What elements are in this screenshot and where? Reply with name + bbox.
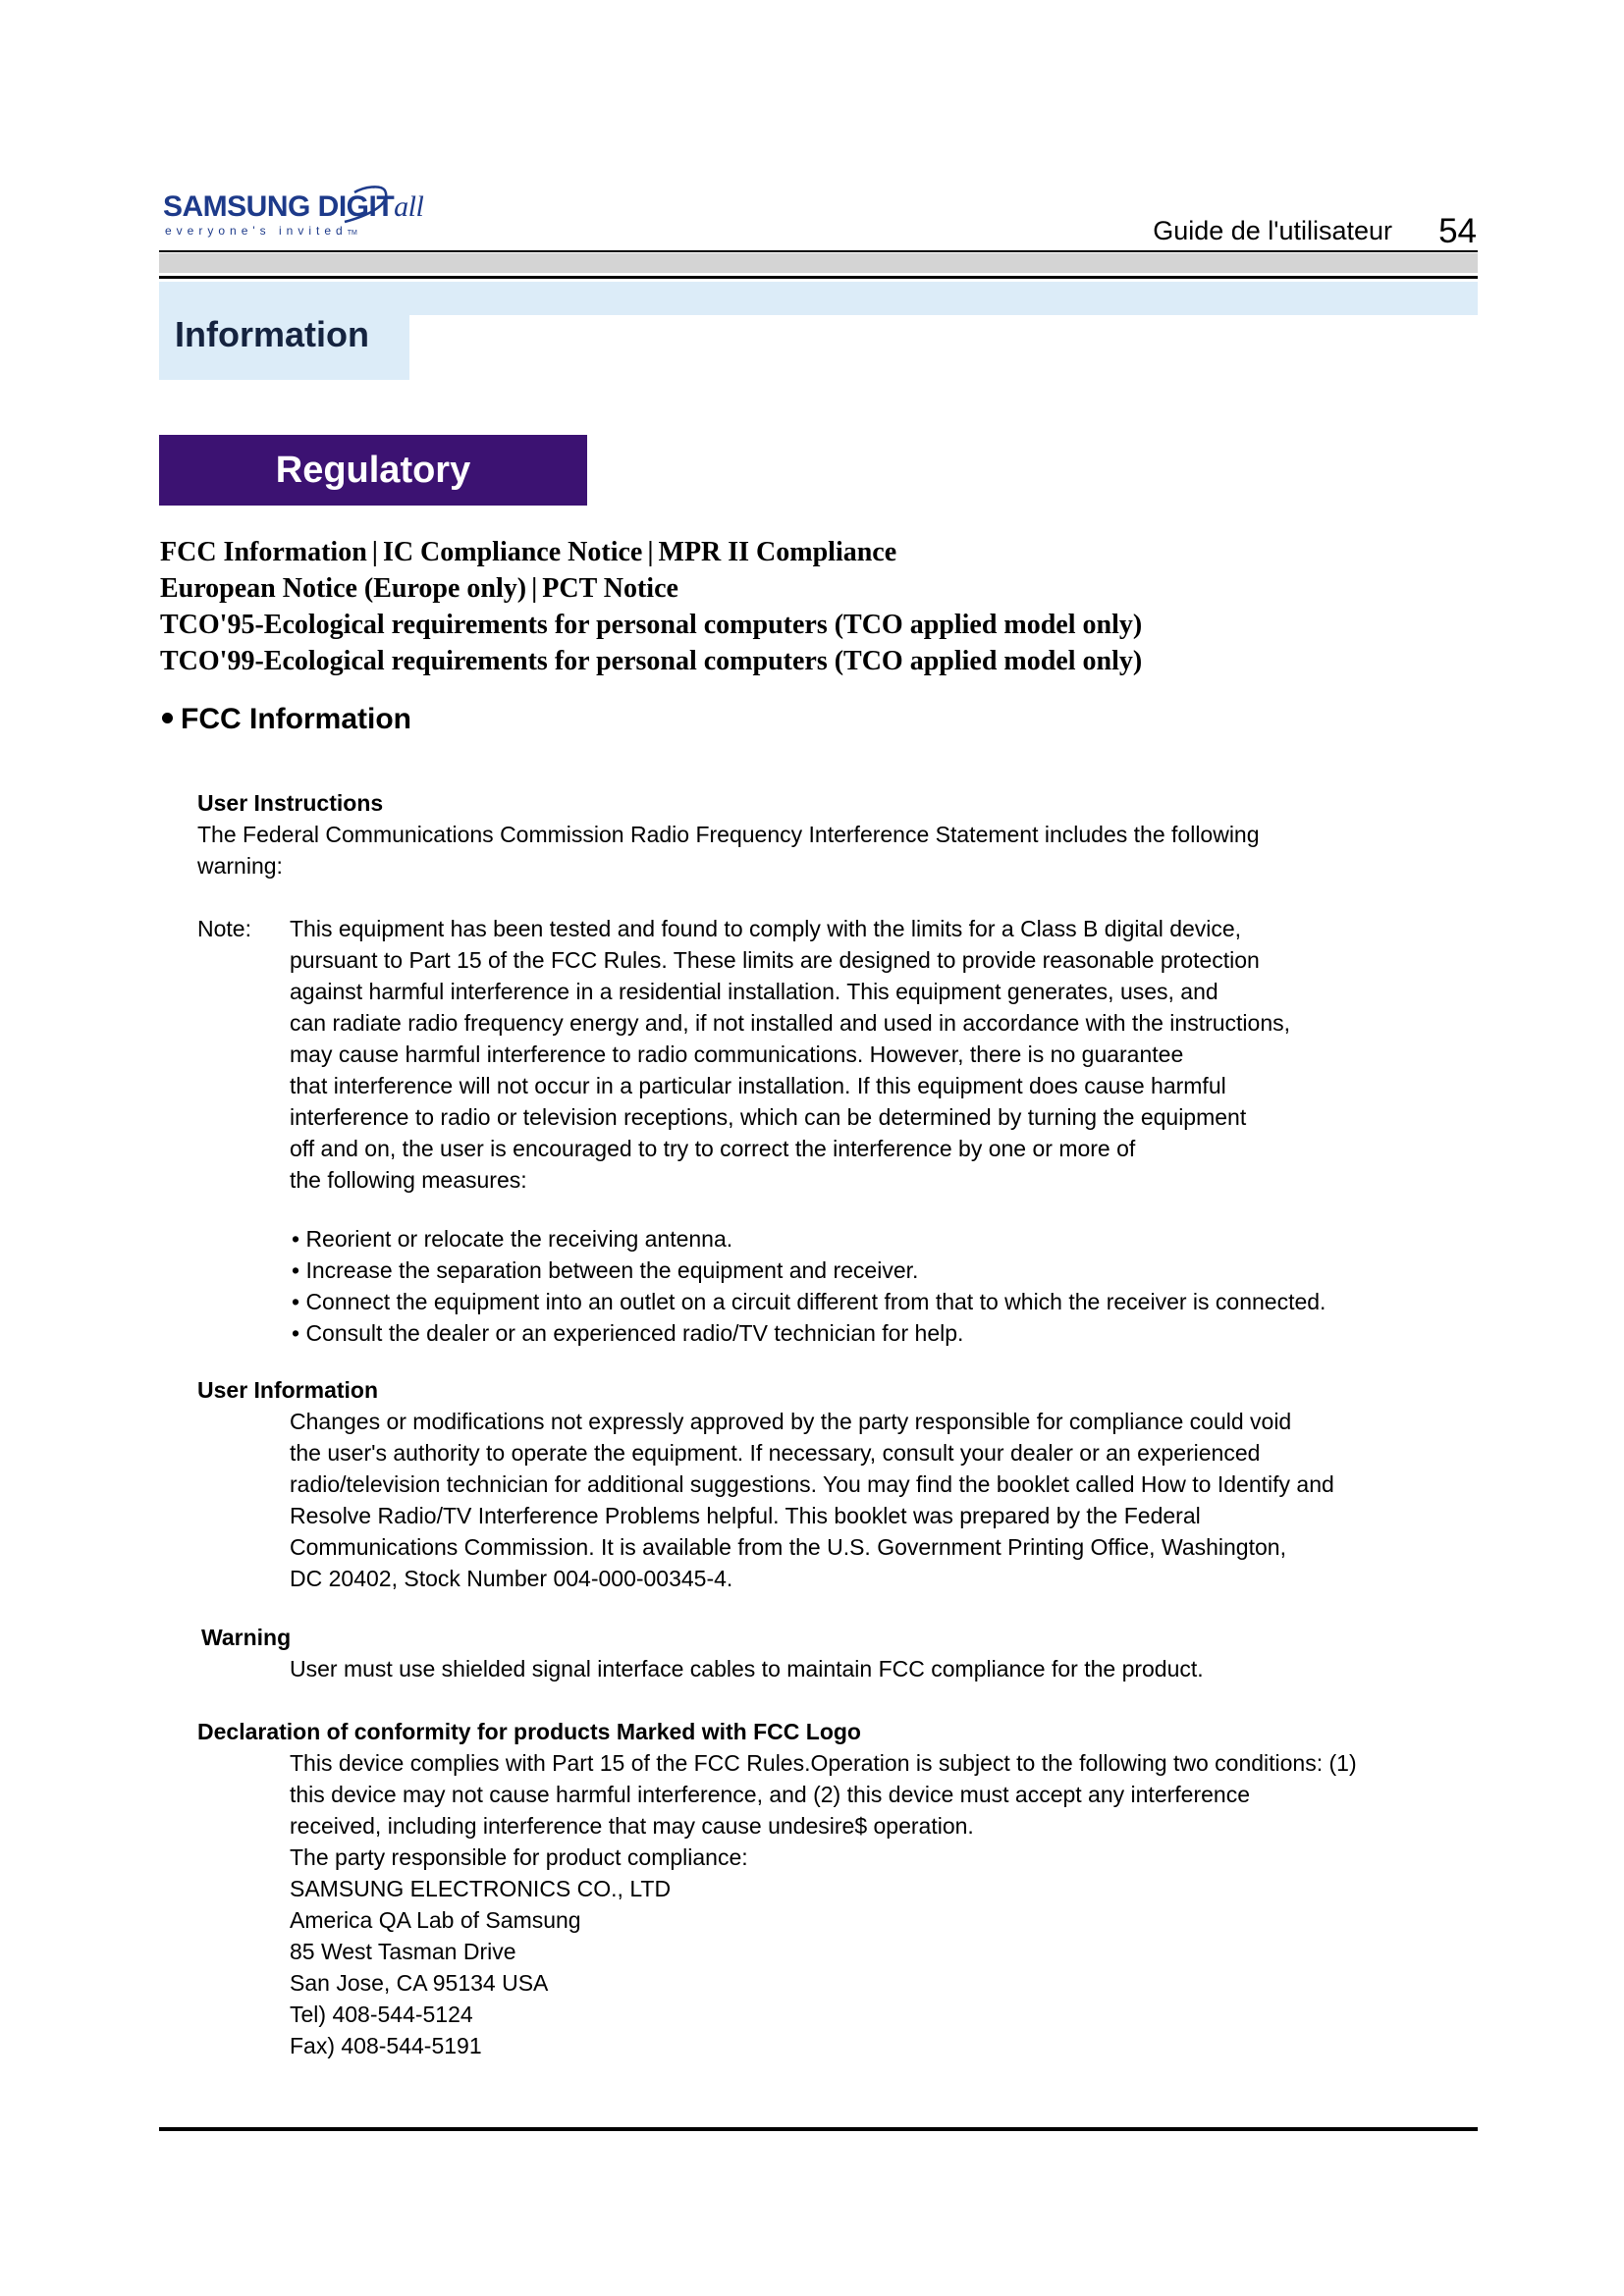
section-title: Information <box>175 314 369 354</box>
declaration-line: 85 West Tasman Drive <box>290 1939 516 1964</box>
declaration-line: The party responsible for product compliance: <box>290 1844 748 1870</box>
declaration-line: received, including interference that may cause undesire$ operation. <box>290 1813 974 1839</box>
intro-line: The Federal Communications Commission Radio Frequency Interference Statement includes the following <box>197 822 1260 847</box>
paragraph-line: Resolve Radio/TV Interference Problems helpful. This booklet was prepared by the Federal <box>290 1503 1201 1528</box>
note-line: the following measures: <box>290 1167 527 1193</box>
declaration-heading: Declaration of conformity for products Marked with FCC Logo <box>197 1719 861 1744</box>
warning-text: User must use shielded signal interface cables to maintain FCC compliance for the product. <box>290 1656 1204 1682</box>
note-line: interference to radio or television receptions, which can be determined by turning the equipment <box>290 1104 1247 1130</box>
paragraph-line: DC 20402, Stock Number 004-000-00345-4. <box>290 1566 733 1591</box>
note-label: Note: <box>197 916 251 941</box>
header-rule-bottom <box>159 276 1478 279</box>
user-instructions-heading: User Instructions <box>197 790 384 816</box>
bullet-dot-icon <box>162 713 173 723</box>
user-information-section <box>197 1374 1334 1594</box>
note-line: pursuant to Part 15 of the FCC Rules. These limits are designed to provide reasonable protection <box>290 947 1260 973</box>
regulatory-nav <box>160 534 1142 679</box>
declaration-line: SAMSUNG ELECTRONICS CO., LTD <box>290 1876 672 1901</box>
nav-link-fcc-information[interactable]: FCC Information <box>160 537 367 567</box>
logo-wordmark: SAMSUNG DIGITall <box>163 190 424 223</box>
measures-list <box>292 1223 1326 1349</box>
note-line: can radiate radio frequency energy and, if not installed and used in accordance with the instructions, <box>290 1010 1291 1036</box>
paragraph-line: radio/television technician for additional suggestions. You may find the booklet called How to Identify and <box>290 1471 1334 1497</box>
user-information-heading: User Information <box>197 1377 379 1403</box>
nav-link-ic-compliance[interactable]: IC Compliance Notice <box>382 537 643 567</box>
note-line: may cause harmful interference to radio communications. However, there is no guarantee <box>290 1041 1184 1067</box>
list-item: • Consult the dealer or an experienced radio/TV technician for help. <box>292 1320 964 1346</box>
declaration-line: Tel) 408-544-5124 <box>290 2002 473 2027</box>
nav-link-european-notice[interactable]: European Notice (Europe only) <box>160 573 527 604</box>
note-line: This equipment has been tested and found to comply with the limits for a Class B digital device, <box>290 916 1242 941</box>
intro-line: warning: <box>197 853 283 879</box>
regulatory-banner: Regulatory <box>159 435 587 506</box>
header-rule-top <box>159 250 1478 252</box>
note-line: against harmful interference in a residential installation. This equipment generates, uses, and <box>290 979 1218 1004</box>
paragraph-line: Communications Commission. It is available from the U.S. Government Printing Office, Washington, <box>290 1534 1286 1560</box>
list-item: • Reorient or relocate the receiving antenna. <box>292 1226 733 1252</box>
declaration-section <box>197 1716 1357 2061</box>
page-number: 54 <box>1438 212 1477 250</box>
warning-section <box>201 1622 1204 1684</box>
declaration-line: San Jose, CA 95134 USA <box>290 1970 549 1996</box>
guide-title: Guide de l'utilisateur <box>1153 216 1392 245</box>
fcc-information-heading: FCC Information <box>162 703 411 736</box>
warning-heading: Warning <box>201 1625 292 1650</box>
declaration-line: Fax) 408-544-5191 <box>290 2033 482 2058</box>
nav-link-pct-notice[interactable]: PCT Notice <box>542 573 678 604</box>
note-line: that interference will not occur in a particular installation. If this equipment does cause harmful <box>290 1073 1226 1098</box>
nav-link-mpr-ii[interactable]: MPR II Compliance <box>658 537 897 567</box>
samsung-logo <box>163 185 424 243</box>
note-line: off and on, the user is encouraged to try to correct the interference by one or more of <box>290 1136 1136 1161</box>
declaration-line: This device complies with Part 15 of the FCC Rules.Operation is subject to the following two conditions: (1) <box>290 1750 1357 1776</box>
user-instructions-section <box>197 787 1326 1349</box>
nav-separator: | <box>647 537 654 567</box>
footer-rule <box>159 2127 1478 2131</box>
header-gray-band <box>159 253 1478 273</box>
nav-link-tco99[interactable]: TCO'99-Ecological requirements for personal computers (TCO applied model only) <box>160 646 1143 676</box>
declaration-line: this device may not cause harmful interference, and (2) this device must accept any interference <box>290 1782 1250 1807</box>
declaration-line: America QA Lab of Samsung <box>290 1907 581 1933</box>
logo-tagline: everyone's invitedTM <box>165 224 357 238</box>
nav-link-tco95[interactable]: TCO'95-Ecological requirements for personal computers (TCO applied model only) <box>160 610 1143 640</box>
nav-separator: | <box>531 573 538 604</box>
paragraph-line: Changes or modifications not expressly approved by the party responsible for compliance could void <box>290 1409 1292 1434</box>
nav-separator: | <box>371 537 378 567</box>
paragraph-line: the user's authority to operate the equipment. If necessary, consult your dealer or an experienced <box>290 1440 1261 1466</box>
list-item: • Increase the separation between the equipment and receiver. <box>292 1257 919 1283</box>
list-item: • Connect the equipment into an outlet on a circuit different from that to which the receiver is connected. <box>292 1289 1326 1314</box>
